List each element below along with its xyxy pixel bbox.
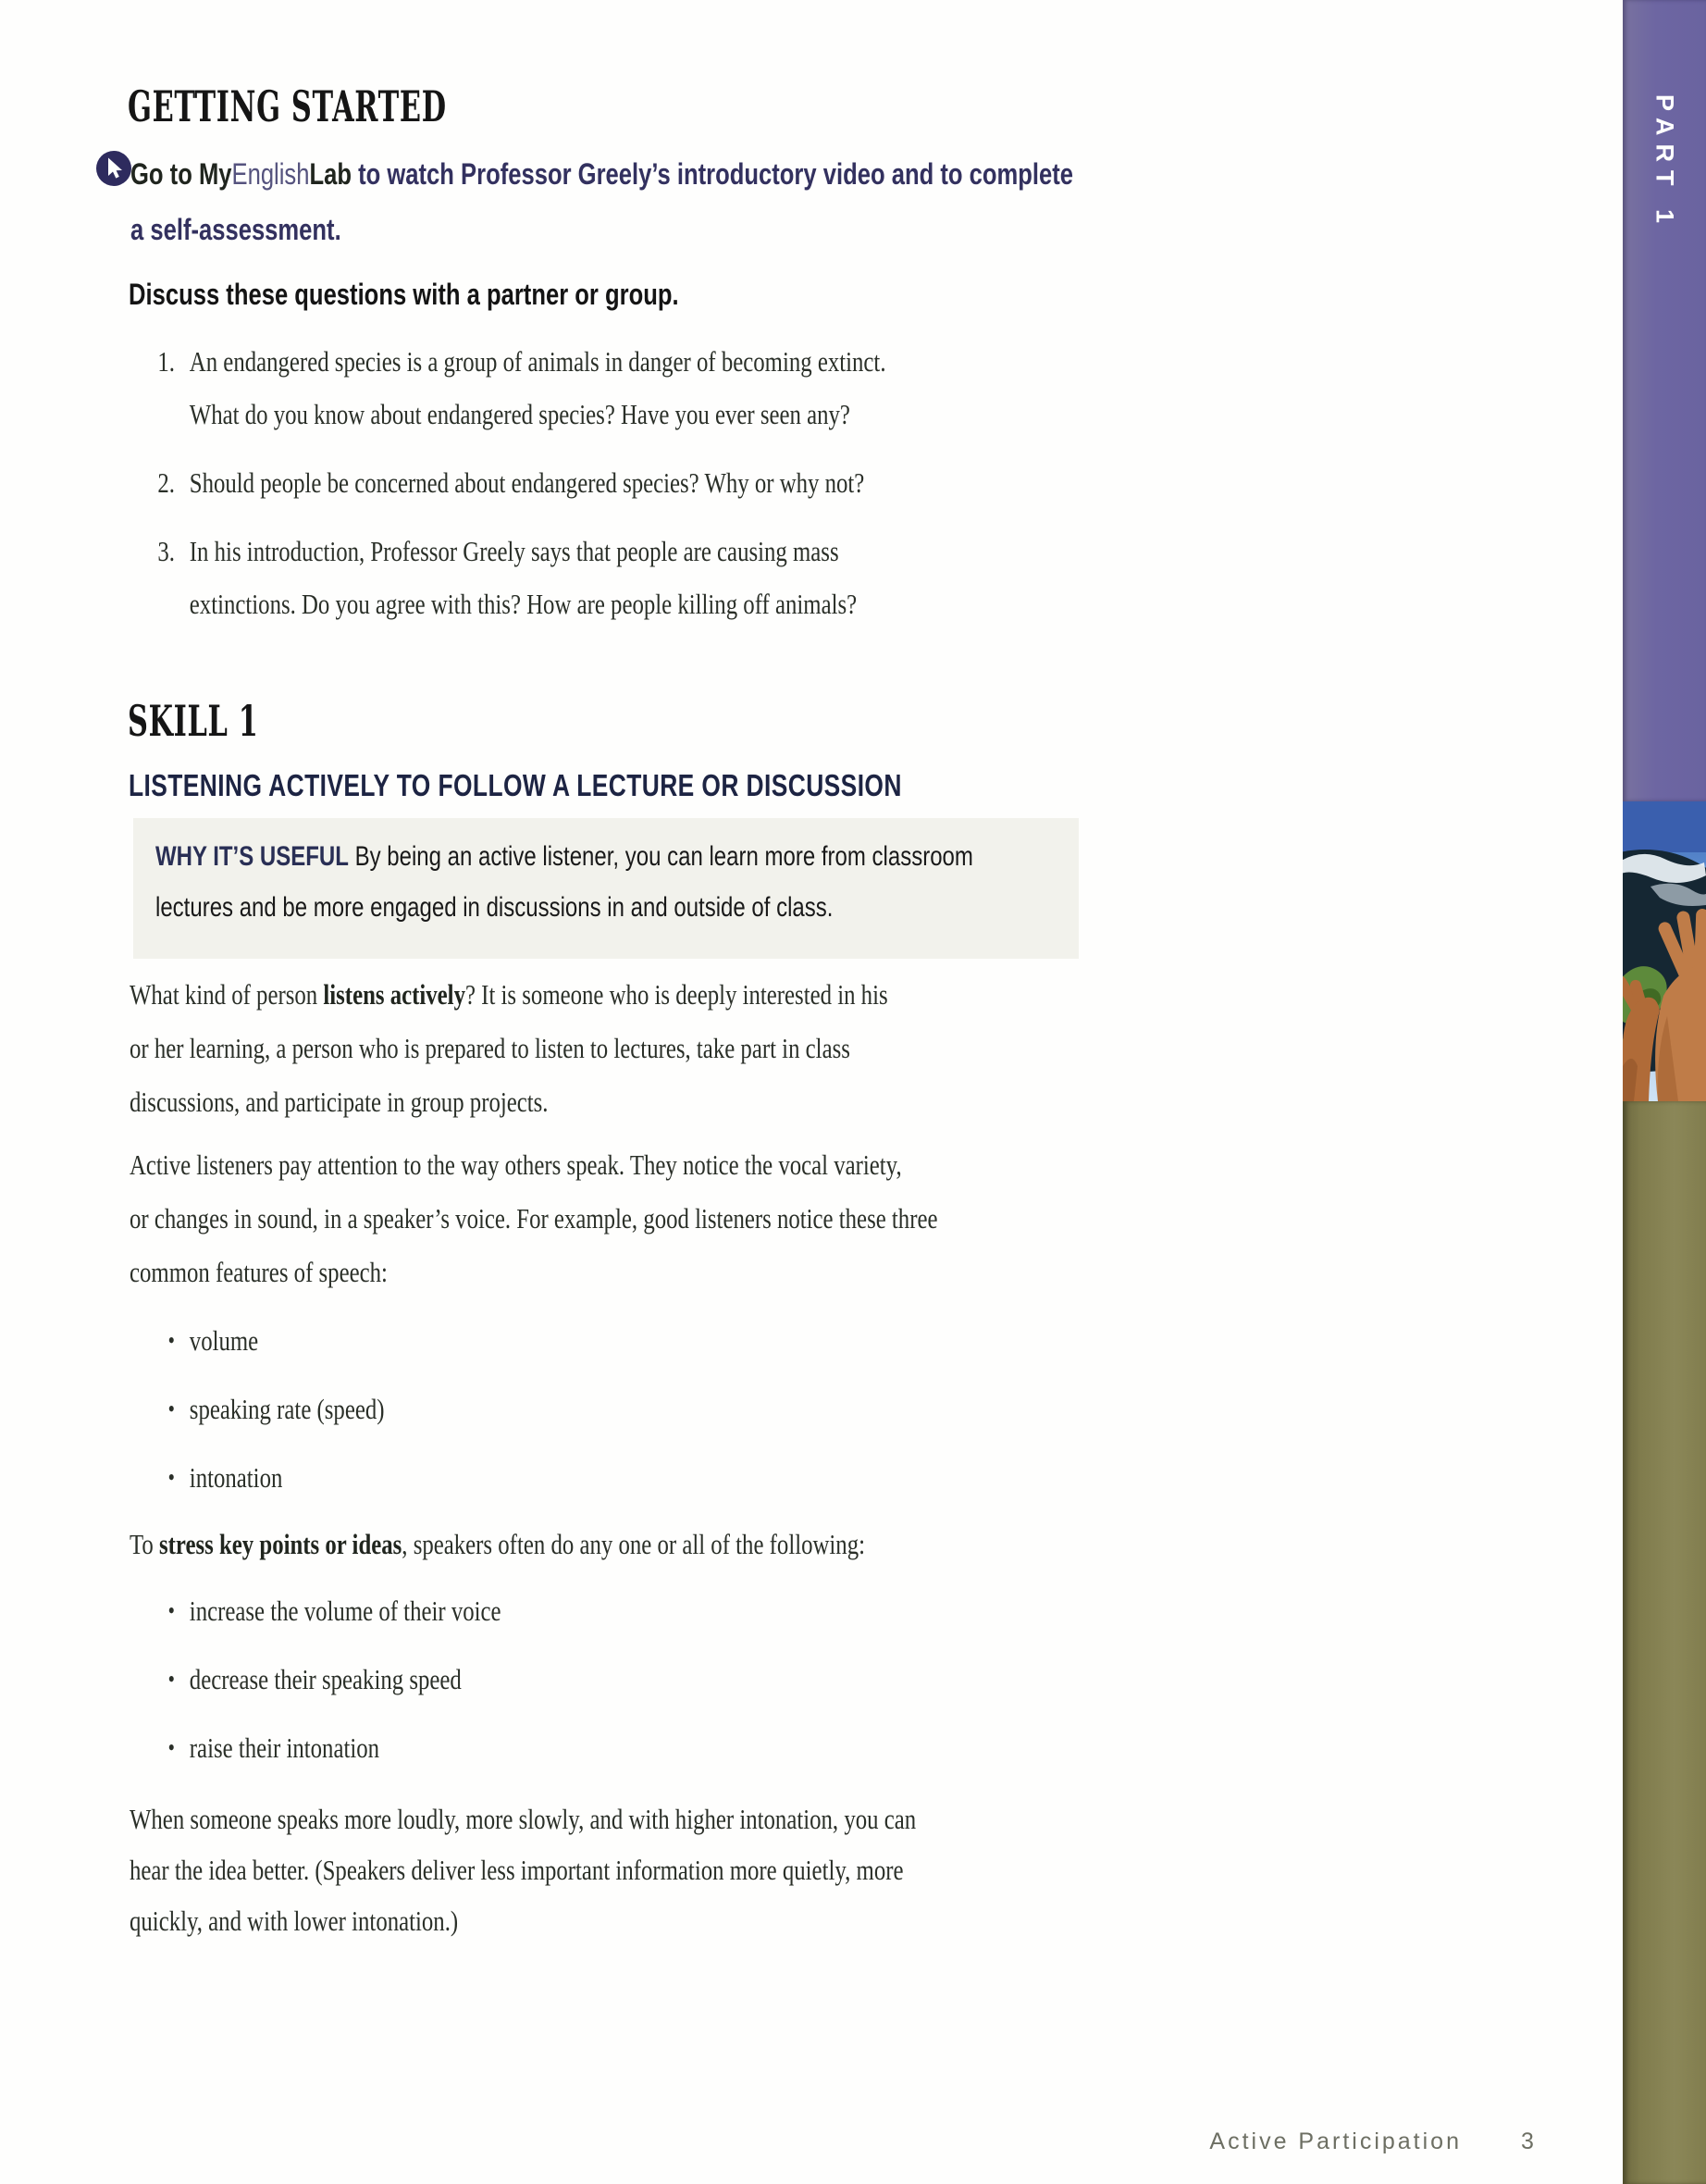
question-item <box>130 335 886 441</box>
text-segment: , speakers often do any one or all of the following: <box>402 1528 865 1560</box>
text-segment: stress key points or ideas <box>159 1528 402 1560</box>
chapter-color-bar <box>1623 1101 1706 2184</box>
text-segment: WHY IT’S USEFUL <box>155 841 349 872</box>
text-segment: ? It is someone who is deeply interested in his <box>464 978 888 1011</box>
discussion-prompt: Discuss these questions with a partner or group. <box>129 278 679 311</box>
question-text: Should people be concerned about endangered species? Why or why not? <box>189 466 865 499</box>
list-item <box>130 1314 385 1367</box>
text-segment: Active listeners pay attention to the way others speak. They notice the vocal variety, <box>130 1148 902 1181</box>
text-segment: to watch Professor Greely’s introductory video and to complete <box>351 157 1073 191</box>
question-item <box>130 456 886 509</box>
hands-holding-globe-photo <box>1623 801 1706 1101</box>
text-segment: quickly, and with lower intonation.) <box>130 1905 459 1937</box>
question-number: 2. <box>157 466 175 499</box>
text-segment: discussions, and participate in group projects. <box>130 1086 549 1118</box>
text-segment: What kind of person <box>130 978 324 1011</box>
skill-subtitle: LISTENING ACTIVELY TO FOLLOW A LECTURE OR DISCUSSION <box>129 768 902 802</box>
text-segment: hear the idea better. (Speakers deliver less important information more quietly, more <box>130 1854 904 1886</box>
list-item <box>130 1584 501 1637</box>
list-item-text: volume <box>189 1324 259 1357</box>
text-segment: By being an active listener, you can learn more from classroom <box>348 841 973 872</box>
list-item-text: intonation <box>189 1461 283 1494</box>
mylab-instruction <box>130 146 1073 257</box>
text-segment: To <box>130 1528 160 1560</box>
bullet-icon: • <box>167 1666 175 1693</box>
list-item <box>130 1383 385 1435</box>
question-item <box>130 525 886 630</box>
bullet-icon: • <box>167 1396 175 1422</box>
text-segment: a self-assessment. <box>130 213 341 246</box>
question-text: An endangered species is a group of animals in danger of becoming extinct. What do you know about endangered species? Have you ever seen any? <box>189 345 886 430</box>
bullet-icon: • <box>167 1597 175 1624</box>
question-number: 3. <box>157 535 175 567</box>
paragraph-stress-key-points <box>130 1518 865 1571</box>
text-segment: listens actively <box>323 978 465 1011</box>
text-segment: English <box>231 157 310 191</box>
bullet-icon: • <box>167 1327 175 1354</box>
question-number: 1. <box>157 345 175 378</box>
bullet-icon: • <box>167 1464 175 1491</box>
list-item <box>130 1653 501 1706</box>
stress-techniques-list <box>130 1584 501 1790</box>
speech-features-list <box>130 1314 385 1520</box>
list-item <box>130 1451 385 1504</box>
page-title: GETTING STARTED <box>128 81 447 131</box>
paragraph-active-listener <box>130 968 888 1129</box>
text-segment: or her learning, a person who is prepared to listen to lectures, take part in class <box>130 1032 850 1064</box>
skill-title: SKILL 1 <box>128 696 259 746</box>
list-item-text: raise their intonation <box>189 1731 380 1764</box>
question-text: In his introduction, Professor Greely says that people are causing mass extinctions. Do you agree with this? How are people killing off animals? <box>189 535 858 620</box>
why-its-useful-box <box>133 818 1079 959</box>
text-segment: Go to My <box>130 157 232 191</box>
text-segment: lectures and be more engaged in discussions in and outside of class. <box>155 892 834 923</box>
paragraph-hear-idea-better <box>130 1793 916 1946</box>
text-segment: or changes in sound, in a speaker’s voice. For example, good listeners notice these three <box>130 1202 938 1235</box>
text-segment: When someone speaks more loudly, more slowly, and with higher intonation, you can <box>130 1803 917 1835</box>
why-its-useful-text <box>155 831 973 933</box>
paragraph-vocal-variety <box>130 1138 937 1299</box>
list-item-text: decrease their speaking speed <box>189 1663 462 1695</box>
list-item-text: increase the volume of their voice <box>189 1595 501 1627</box>
bullet-icon: • <box>167 1734 175 1761</box>
mouse-cursor-icon <box>95 150 132 187</box>
footer-page-number: 3 <box>1521 2128 1534 2154</box>
part-label: PART 1 <box>1650 94 1679 232</box>
part-tab <box>1623 0 1706 801</box>
list-item <box>130 1721 501 1774</box>
list-item-text: speaking rate (speed) <box>189 1393 385 1425</box>
footer-section-title: Active Participation <box>1209 2128 1462 2154</box>
text-segment: Lab <box>309 157 352 191</box>
text-segment: common features of speech: <box>130 1256 388 1288</box>
question-list <box>130 335 886 646</box>
